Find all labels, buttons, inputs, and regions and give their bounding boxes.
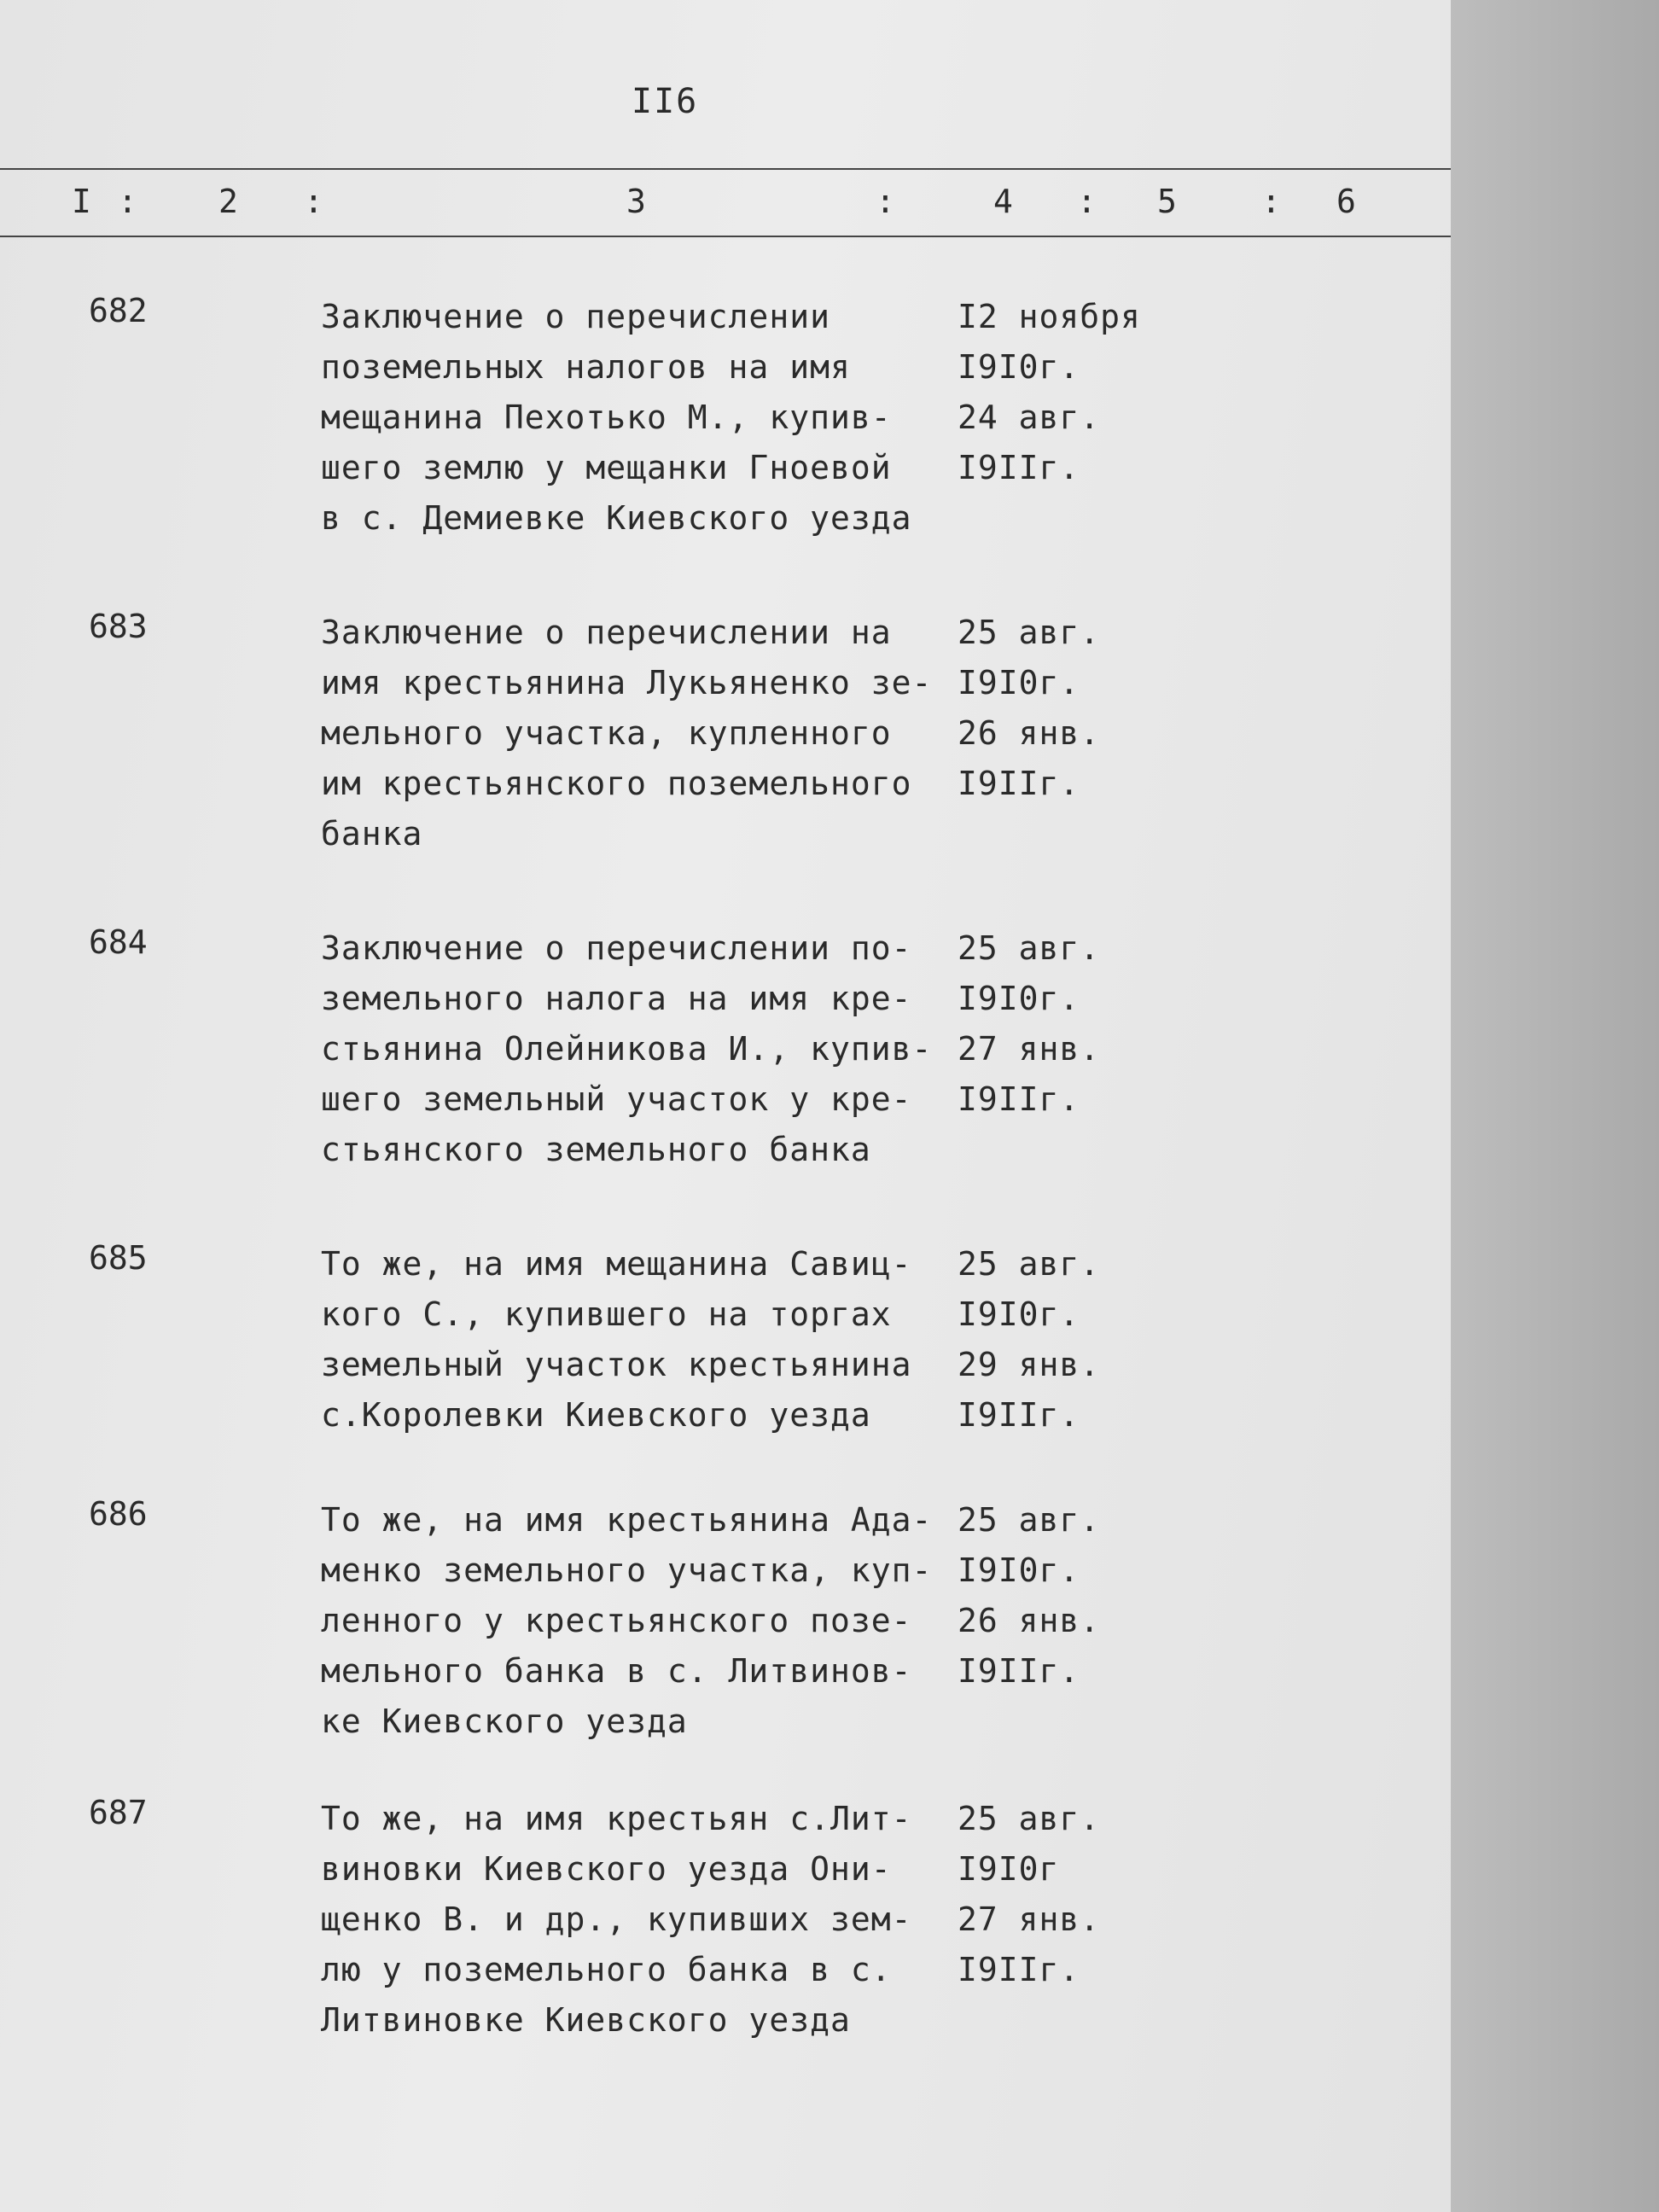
description-line: Заключение о перечислении по- <box>321 929 912 967</box>
date-line: I9I0г. <box>958 664 1080 701</box>
entry-number: 683 <box>89 608 148 645</box>
date-line: 25 авг. <box>958 929 1101 967</box>
entry-dates <box>958 292 1141 493</box>
column-separator: : <box>1261 183 1281 220</box>
column-header-4: 4 <box>993 183 1013 220</box>
header-rule-top <box>0 168 1451 170</box>
description-line: стьянина Олейникова И., купив- <box>321 1030 933 1068</box>
description-line: в с. Демиевке Киевского уезда <box>321 499 912 537</box>
date-line: I9I0г. <box>958 980 1080 1017</box>
entry-description <box>321 923 952 1175</box>
entry-dates <box>958 1495 1100 1697</box>
entry-dates <box>958 923 1100 1125</box>
entry-description <box>321 1495 952 1747</box>
entry-description <box>321 1239 952 1441</box>
description-line: земельного налога на имя кре- <box>321 980 912 1017</box>
entry-dates <box>958 608 1100 809</box>
date-line: I9I0г. <box>958 348 1080 386</box>
header-rule-bottom <box>0 236 1451 237</box>
entry-description <box>321 608 952 859</box>
date-line: 27 янв. <box>958 1901 1101 1938</box>
date-line: 24 авг. <box>958 399 1101 436</box>
description-line: земельный участок крестьянина <box>321 1346 912 1383</box>
description-line: менко земельного участка, куп- <box>321 1551 933 1589</box>
description-line: поземельных налогов на имя <box>321 348 851 386</box>
description-line: Заключение о перечислении <box>321 298 830 335</box>
description-line: имя крестьянина Лукьяненко зе- <box>321 664 933 701</box>
date-line: 27 янв. <box>958 1030 1101 1068</box>
description-line: ке Киевского уезда <box>321 1703 688 1740</box>
description-line: мещанина Пехотько М., купив- <box>321 399 892 436</box>
description-line: лю у поземельного банка в с. <box>321 1951 892 1988</box>
date-line: I9IIг. <box>958 1951 1080 1988</box>
date-line: 25 авг. <box>958 1501 1101 1539</box>
date-line: I9IIг. <box>958 1652 1080 1690</box>
description-line: кого С., купившего на торгах <box>321 1295 892 1333</box>
description-line: банка <box>321 815 423 853</box>
description-line: То же, на имя крестьянина Ада- <box>321 1501 933 1539</box>
column-separator: : <box>118 183 137 220</box>
column-header-3: 3 <box>626 183 646 220</box>
description-line: им крестьянского поземельного <box>321 765 912 802</box>
date-line: 25 авг. <box>958 1800 1101 1837</box>
entry-dates <box>958 1239 1100 1441</box>
entry-description <box>321 292 952 544</box>
date-line: 29 янв. <box>958 1346 1101 1383</box>
description-line: То же, на имя мещанина Савиц- <box>321 1245 912 1283</box>
column-separator: : <box>876 183 895 220</box>
date-line: 26 янв. <box>958 1602 1101 1639</box>
column-header-1: I <box>72 183 91 220</box>
description-line: Заключение о перечислении на <box>321 614 892 651</box>
date-line: I9IIг. <box>958 1080 1080 1118</box>
description-line: щенко В. и др., купивших зем- <box>321 1901 912 1938</box>
entry-number: 686 <box>89 1495 148 1533</box>
date-line: I9I0г. <box>958 1551 1080 1589</box>
date-line: I9IIг. <box>958 1396 1080 1434</box>
entry-number: 684 <box>89 923 148 961</box>
column-header-2: 2 <box>218 183 238 220</box>
description-line: ленного у крестьянского позе- <box>321 1602 912 1639</box>
description-line: мельного участка, купленного <box>321 714 892 752</box>
date-line: 26 янв. <box>958 714 1101 752</box>
entry-dates <box>958 1794 1100 1995</box>
description-line: шего землю у мещанки Гноевой <box>321 449 892 486</box>
date-line: I9I0г <box>958 1850 1060 1888</box>
column-separator: : <box>304 183 323 220</box>
date-line: 25 авг. <box>958 1245 1101 1283</box>
date-line: 25 авг. <box>958 614 1101 651</box>
entry-description <box>321 1794 952 2046</box>
column-header-5: 5 <box>1157 183 1177 220</box>
entry-number: 682 <box>89 292 148 329</box>
entry-number: 687 <box>89 1794 148 1831</box>
description-line: мельного банка в с. Литвинов- <box>321 1652 912 1690</box>
description-line: виновки Киевского уезда Они- <box>321 1850 892 1888</box>
date-line: I9I0г. <box>958 1295 1080 1333</box>
column-header-6: 6 <box>1336 183 1356 220</box>
date-line: I9IIг. <box>958 449 1080 486</box>
page-number: II6 <box>632 82 699 121</box>
description-line: шего земельный участок у кре- <box>321 1080 912 1118</box>
description-line: То же, на имя крестьян с.Лит- <box>321 1800 912 1837</box>
date-line: I2 ноября <box>958 298 1141 335</box>
description-line: с.Королевки Киевского уезда <box>321 1396 871 1434</box>
date-line: I9IIг. <box>958 765 1080 802</box>
description-line: стьянского земельного банка <box>321 1131 871 1168</box>
description-line: Литвиновке Киевского уезда <box>321 2001 851 2039</box>
page-edge-shadow <box>1451 0 1659 2212</box>
column-separator: : <box>1077 183 1097 220</box>
entry-number: 685 <box>89 1239 148 1277</box>
